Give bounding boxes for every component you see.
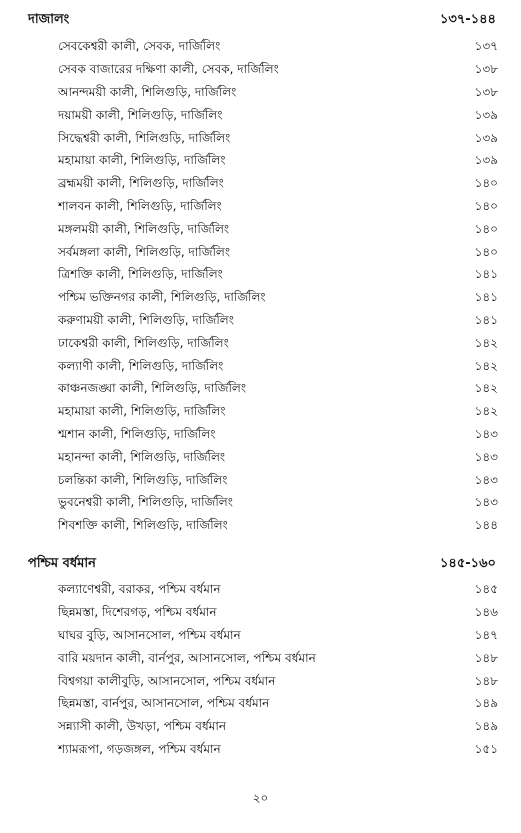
section-page-range: ১৩৭-১৪৪ [439, 11, 496, 27]
toc-entry [58, 379, 498, 402]
toc-entry [58, 447, 498, 470]
toc-entry [58, 333, 498, 356]
toc-entry-page: ১৪৫ [474, 582, 498, 597]
toc-entry-title: শ্মশান কালী, শিলিগুড়ি, দার্জিলিং [58, 426, 216, 441]
toc-entry-title: কাঞ্চনজঙ্ঘা কালী, শিলিগুড়ি, দার্জিলিং [58, 381, 247, 396]
toc-entry-page: ১৫১ [474, 741, 498, 756]
section-title: দাজালং [28, 11, 70, 27]
toc-entry-title: আনন্দময়ী কালী, শিলিগুড়ি, দার্জিলিং [58, 84, 237, 99]
toc-entry-page: ১৪২ [474, 358, 498, 373]
toc-entry-title: করুণাময়ী কালী, শিলিগুড়ি, দার্জিলিং [58, 312, 234, 327]
toc-entry-title: সন্ন্যাসী কালী, উখড়া, পশ্চিম বর্ধমান [58, 719, 226, 734]
toc-entry-page: ১৪২ [474, 335, 498, 350]
toc-entry [58, 242, 498, 265]
toc-entry-title: মঙ্গলময়ী কালী, শিলিগুড়ি, দার্জিলিং [58, 221, 230, 236]
toc-entry-page: ১৩৯ [474, 107, 498, 122]
toc-entry-title: শিবশক্তি কালী, শিলিগুড়ি, দার্জিলিং [58, 518, 228, 533]
toc-entry-title: কল্যাণেশ্বরী, বরাকর, পশ্চিম বর্ধমান [58, 582, 221, 597]
toc-entry [58, 311, 498, 334]
toc-entry-page: ১৪১ [474, 290, 498, 305]
toc-entry-title: কল্যাণী কালী, শিলিগুড়ি, দার্জিলিং [58, 358, 224, 373]
toc-entry-page: ১৪৬ [474, 605, 498, 620]
toc-entry-page: ১৪৩ [474, 449, 498, 464]
toc-entry-title: দয়াময়ী কালী, শিলিগুড়ি, দার্জিলিং [58, 107, 223, 122]
toc-entry [58, 83, 498, 106]
toc-entry-page: ১৪০ [474, 176, 498, 191]
toc-entry-title: মহামায়া কালী, শিলিগুড়ি, দার্জিলিং [58, 404, 226, 419]
toc-entry-title: ঢাকেশ্বরী কালী, শিলিগুড়ি, দার্জিলিং [58, 335, 229, 350]
toc-entry-page: ১৪০ [474, 221, 498, 236]
section-header-paschim-bardhaman [28, 552, 496, 576]
toc-entry-page: ১৩৭ [474, 39, 498, 54]
toc-entry-page: ১৪২ [474, 381, 498, 396]
section-page-range: ১৪৫-১৬০ [439, 555, 496, 571]
toc-entry-page: ১৪৩ [474, 426, 498, 441]
toc-entry-title: ত্রিশক্তি কালী, শিলিগুড়ি, দার্জিলিং [58, 267, 223, 282]
toc-entry [58, 197, 498, 220]
toc-entry-page: ১৪৩ [474, 472, 498, 487]
toc-entry [58, 694, 498, 717]
toc-entry [58, 37, 498, 60]
toc-entry-title: ভুবনেশ্বরী কালী, শিলিগুড়ি, দার্জিলিং [58, 495, 233, 510]
toc-entry [58, 288, 498, 311]
toc-entry-title: চলন্তিকা কালী, শিলিগুড়ি, দার্জিলিং [58, 472, 228, 487]
toc-entry-page: ১৪৭ [474, 627, 498, 642]
section-header-darjeeling [28, 8, 496, 32]
toc-entry [58, 516, 498, 539]
toc-entry [58, 265, 498, 288]
toc-entry-page: ১৩৯ [474, 130, 498, 145]
toc-entry-title: পশ্চিম ভক্তিনগর কালী, শিলিগুড়ি, দার্জিলিং [58, 290, 266, 305]
section-entries-paschim-bardhaman [58, 580, 498, 762]
toc-entry [58, 717, 498, 740]
toc-entry-title: বিশ্বগয়া কালীবুড়ি, আসানসোল, পশ্চিম বর্ধমান [58, 673, 276, 688]
toc-entry-title: ছিন্নমস্তা, বার্নপুর, আসানসোল, পশ্চিম বর্ধমান [58, 696, 270, 711]
toc-entry-page: ১৪৯ [474, 696, 498, 711]
toc-entry [58, 402, 498, 425]
toc-entry-page: ১৪৮ [474, 650, 498, 665]
toc-entry [58, 740, 498, 763]
toc-entry-title: মহামায়া কালী, শিলিগুড়ি, দার্জিলিং [58, 153, 226, 168]
toc-entry-page: ১৩৮ [474, 62, 498, 77]
toc-entry-title: ব্রহ্মময়ী কালী, শিলিগুড়ি, দার্জিলিং [58, 176, 224, 191]
toc-entry-title: সেবক বাজারের দক্ষিণা কালী, সেবক, দার্জিলিং [58, 62, 279, 77]
toc-entry-page: ১৩৮ [474, 84, 498, 99]
toc-entry-title: ছিন্নমস্তা, দিশেরগড়, পশ্চিম বর্ধমান [58, 605, 217, 620]
section-title: পশ্চিম বর্ধমান [28, 555, 96, 571]
toc-entry-title: মহানন্দা কালী, শিলিগুড়ি, দার্জিলিং [58, 449, 226, 464]
section-entries-darjeeling [58, 37, 498, 539]
toc-entry-title: সর্বমঙ্গলা কালী, শিলিগুড়ি, দার্জিলিং [58, 244, 231, 259]
toc-entry [58, 128, 498, 151]
toc-entry [58, 470, 498, 493]
toc-entry [58, 603, 498, 626]
toc-entry-page: ১৪২ [474, 404, 498, 419]
toc-entry-page: ১৪৩ [474, 495, 498, 510]
toc-entry [58, 356, 498, 379]
toc-entry [58, 174, 498, 197]
toc-entry [58, 648, 498, 671]
toc-entry-page: ১৪০ [474, 244, 498, 259]
toc-entry-title: ঘাঘর বুড়ি, আসানসোল, পশ্চিম বর্ধমান [58, 627, 241, 642]
toc-entry [58, 671, 498, 694]
toc-entry [58, 60, 498, 83]
toc-entry [58, 105, 498, 128]
toc-entry-page: ১৪৪ [474, 518, 498, 533]
toc-entry-title: সিদ্ধেশ্বরী কালী, শিলিগুড়ি, দার্জিলিং [58, 130, 231, 145]
toc-entry-title: শালবন কালী, শিলিগুড়ি, দার্জিলিং [58, 198, 222, 213]
page-number: ২০ [252, 791, 269, 805]
toc-entry [58, 493, 498, 516]
toc-entry [58, 626, 498, 649]
toc-entry-title: শ্যামরূপা, গড়জঙ্গল, পশ্চিম বর্ধমান [58, 741, 221, 756]
toc-entry [58, 580, 498, 603]
toc-entry [58, 151, 498, 174]
toc-entry-page: ১৪১ [474, 267, 498, 282]
toc-entry-page: ১৪১ [474, 312, 498, 327]
toc-entry [58, 219, 498, 242]
toc-entry-title: সেবকেশ্বরী কালী, সেবক, দার্জিলিং [58, 39, 221, 54]
toc-entry-page: ১৩৯ [474, 153, 498, 168]
toc-entry-title: বারি ময়দান কালী, বার্নপুর, আসানসোল, পশ্চিম বর্ধমান [58, 650, 316, 665]
toc-entry [58, 425, 498, 448]
toc-entry-page: ১৪৮ [474, 673, 498, 688]
toc-entry-page: ১৪৯ [474, 719, 498, 734]
toc-entry-page: ১৪০ [474, 198, 498, 213]
